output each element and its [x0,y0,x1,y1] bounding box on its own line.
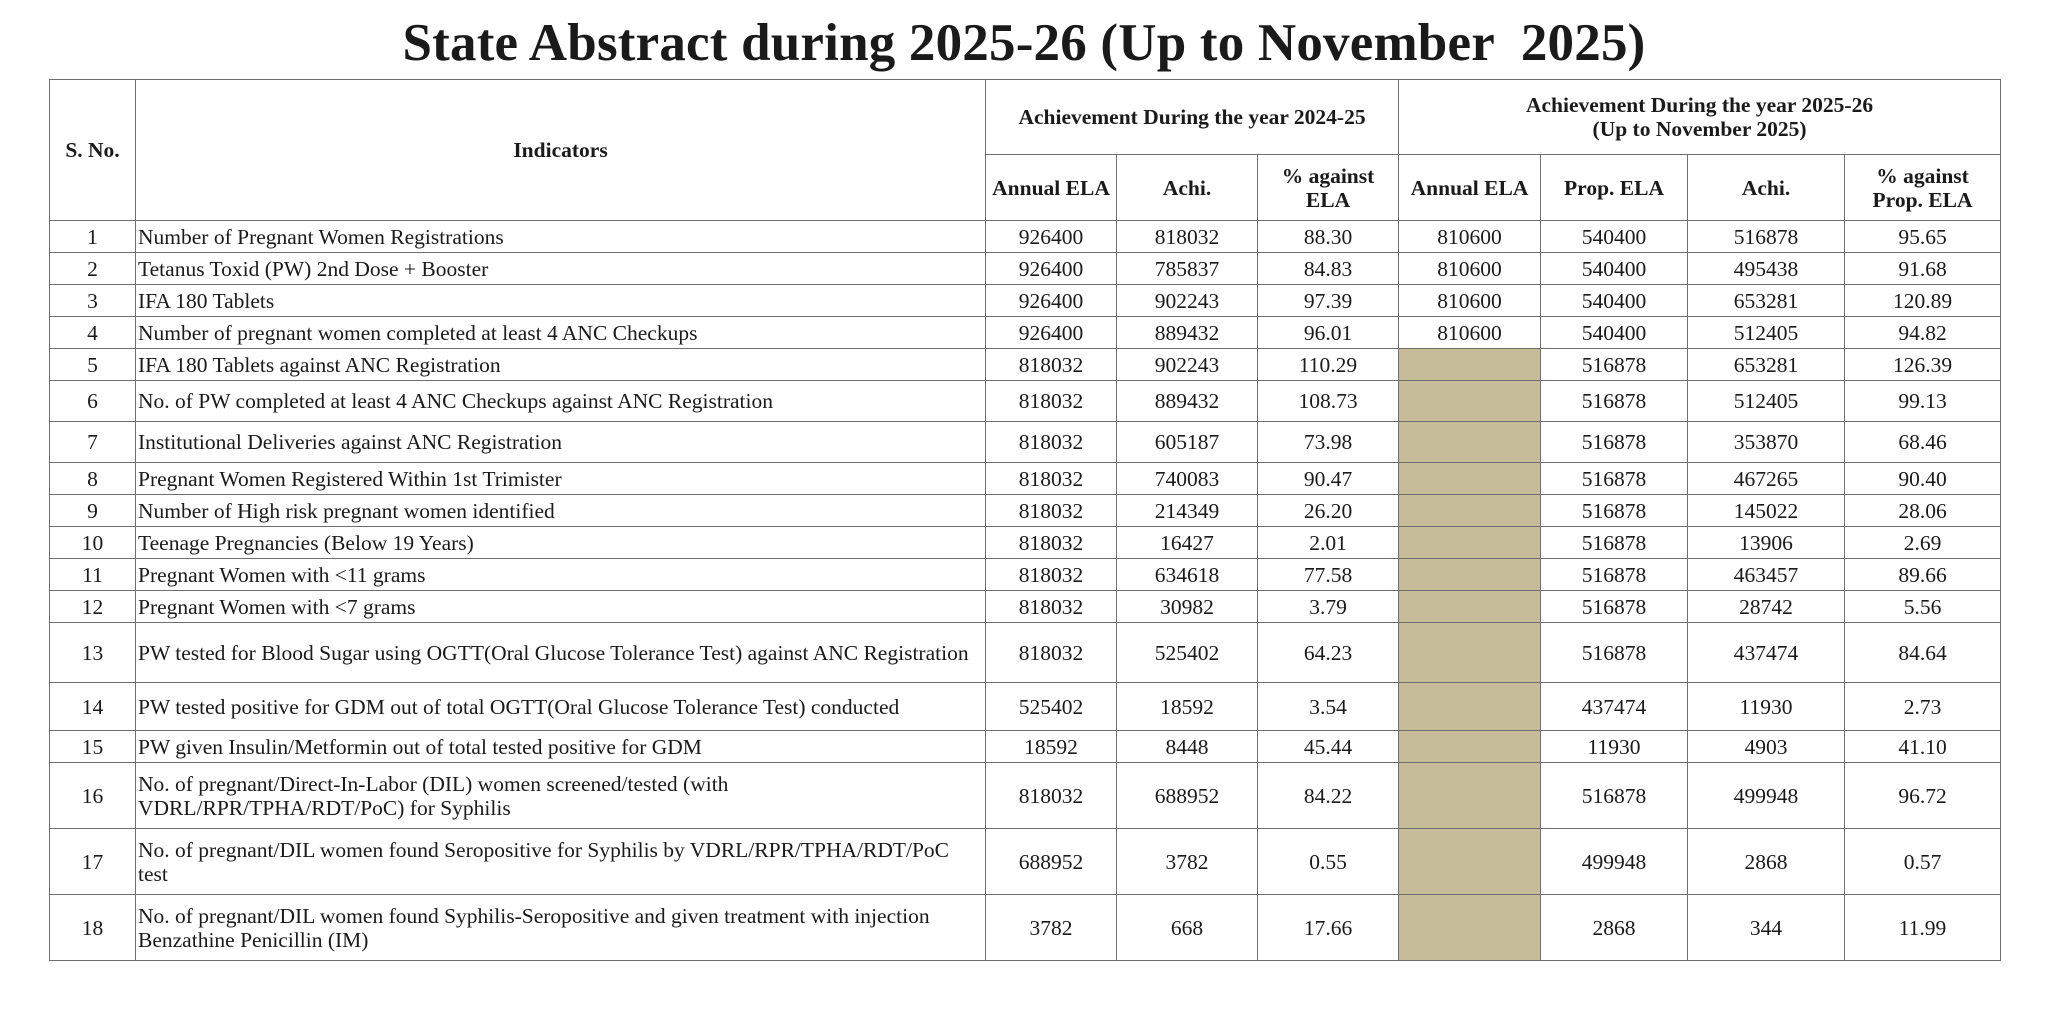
pct-prop-ela-2025-26-cell: 84.64 [1845,623,2001,683]
indicator-cell: IFA 180 Tablets against ANC Registration [136,349,986,381]
sno-cell: 13 [50,623,136,683]
table-row [50,623,2001,683]
indicator-cell: Teenage Pregnancies (Below 19 Years) [136,527,986,559]
annual-ela-2024-25-cell: 818032 [986,559,1117,591]
annual-ela-2025-26-cell [1399,895,1541,961]
annual-ela-2024-25-cell: 926400 [986,253,1117,285]
pct-prop-ela-2025-26-cell: 91.68 [1845,253,2001,285]
indicator-cell: Pregnant Women Registered Within 1st Trimister [136,463,986,495]
table-row [50,829,2001,895]
pct-prop-ela-2025-26-cell: 89.66 [1845,559,2001,591]
group-header-2025-26-line1: Achievement During the year 2025-26 [1525,93,1874,117]
sno-cell: 17 [50,829,136,895]
sno-cell: 5 [50,349,136,381]
achi-2024-25-cell: 605187 [1117,422,1258,463]
pct-prop-ela-2025-26-cell: 2.73 [1845,683,2001,731]
pct-ela-2024-25-cell: 96.01 [1258,317,1399,349]
annual-ela-header-2025-26: Annual ELA [1399,155,1541,221]
pct-prop-ela-2025-26-cell: 0.57 [1845,829,2001,895]
pct-ela-2024-25-cell: 84.22 [1258,763,1399,829]
pct-ela-2024-25-cell: 77.58 [1258,559,1399,591]
pct-ela-2024-25-cell: 90.47 [1258,463,1399,495]
pct-prop-ela-2025-26-cell: 90.40 [1845,463,2001,495]
indicator-cell: No. of PW completed at least 4 ANC Checkups against ANC Registration [136,381,986,422]
prop-ela-2025-26-cell: 516878 [1541,559,1688,591]
annual-ela-2024-25-cell: 3782 [986,895,1117,961]
table-row [50,495,2001,527]
pct-prop-ela-2025-26-cell: 120.89 [1845,285,2001,317]
table-row [50,559,2001,591]
prop-ela-2025-26-cell: 437474 [1541,683,1688,731]
achi-2025-26-cell: 2868 [1688,829,1845,895]
achi-2025-26-cell: 353870 [1688,422,1845,463]
pct-ela-2024-25-cell: 64.23 [1258,623,1399,683]
pct-ela-2024-25-cell: 3.79 [1258,591,1399,623]
achi-2024-25-cell: 525402 [1117,623,1258,683]
prop-ela-2025-26-cell: 516878 [1541,495,1688,527]
annual-ela-2024-25-cell: 818032 [986,422,1117,463]
sno-cell: 10 [50,527,136,559]
pct-ela-2024-25-cell: 97.39 [1258,285,1399,317]
pct-prop-ela-header-2025-26 [1845,155,2001,221]
achi-2024-25-cell: 785837 [1117,253,1258,285]
sno-cell: 1 [50,221,136,253]
indicator-cell: No. of pregnant/DIL women found Syphilis-Seropositive and given treatment with injection Benzathine Penicillin (IM) [136,895,986,961]
prop-ela-2025-26-cell: 516878 [1541,623,1688,683]
pct-prop-ela-2025-26-cell: 99.13 [1845,381,2001,422]
annual-ela-2025-26-cell: 810600 [1399,253,1541,285]
pct-prop-header-line2: Prop. ELA [1872,187,1973,212]
indicator-cell: PW tested for Blood Sugar using OGTT(Oral Glucose Tolerance Test) against ANC Registration [136,623,986,683]
pct-ela-2024-25-cell: 108.73 [1258,381,1399,422]
achi-2025-26-cell: 512405 [1688,317,1845,349]
group-header-2025-26-line2: (Up to November 2025) [1592,117,1807,141]
prop-ela-2025-26-cell: 540400 [1541,253,1688,285]
pct-prop-ela-2025-26-cell: 28.06 [1845,495,2001,527]
achi-2025-26-cell: 437474 [1688,623,1845,683]
table-row [50,763,2001,829]
pct-prop-ela-2025-26-cell: 41.10 [1845,731,2001,763]
prop-ela-2025-26-cell: 516878 [1541,422,1688,463]
prop-ela-2025-26-cell: 516878 [1541,381,1688,422]
pct-ela-2024-25-cell: 45.44 [1258,731,1399,763]
pct-prop-ela-2025-26-cell: 96.72 [1845,763,2001,829]
indicator-cell: No. of pregnant/Direct-In-Labor (DIL) women screened/tested (with VDRL/RPR/TPHA/RDT/PoC) for Syphilis [136,763,986,829]
achi-2025-26-cell: 4903 [1688,731,1845,763]
annual-ela-2025-26-cell: 810600 [1399,221,1541,253]
achi-2025-26-cell: 512405 [1688,381,1845,422]
sno-cell: 3 [50,285,136,317]
annual-ela-2025-26-cell [1399,683,1541,731]
pct-ela-header-2024-25 [1258,155,1399,221]
indicator-cell: Number of Pregnant Women Registrations [136,221,986,253]
table-row [50,463,2001,495]
pct-prop-ela-2025-26-cell: 2.69 [1845,527,2001,559]
achi-2025-26-cell: 11930 [1688,683,1845,731]
table-row [50,422,2001,463]
annual-ela-header-2024-25: Annual ELA [986,155,1117,221]
table-row [50,317,2001,349]
achi-2024-25-cell: 902243 [1117,285,1258,317]
achi-2024-25-cell: 16427 [1117,527,1258,559]
annual-ela-2025-26-cell [1399,527,1541,559]
achi-header-2024-25: Achi. [1117,155,1258,221]
achi-2024-25-cell: 30982 [1117,591,1258,623]
annual-ela-2024-25-cell: 818032 [986,527,1117,559]
annual-ela-2025-26-cell [1399,463,1541,495]
sno-cell: 18 [50,895,136,961]
achi-2024-25-cell: 889432 [1117,381,1258,422]
prop-ela-2025-26-cell: 11930 [1541,731,1688,763]
page-title: State Abstract during 2025-26 (Up to November 2025) [402,14,1646,72]
achi-2025-26-cell: 344 [1688,895,1845,961]
annual-ela-2025-26-cell [1399,591,1541,623]
sno-cell: 7 [50,422,136,463]
sno-cell: 11 [50,559,136,591]
achi-2024-25-cell: 889432 [1117,317,1258,349]
annual-ela-2025-26-cell [1399,623,1541,683]
annual-ela-2024-25-cell: 926400 [986,317,1117,349]
indicator-cell: No. of pregnant/DIL women found Seropositive for Syphilis by VDRL/RPR/TPHA/RDT/PoC test [136,829,986,895]
sno-cell: 12 [50,591,136,623]
table-row [50,381,2001,422]
indicator-cell: Number of High risk pregnant women identified [136,495,986,527]
annual-ela-2025-26-cell [1399,763,1541,829]
indicator-cell: PW given Insulin/Metformin out of total tested positive for GDM [136,731,986,763]
sno-header: S. No. [50,80,136,221]
achi-2024-25-cell: 818032 [1117,221,1258,253]
pct-ela-header-line1: % against [1281,163,1375,188]
prop-ela-2025-26-cell: 516878 [1541,527,1688,559]
group-header-2025-26 [1399,80,2001,155]
table-row [50,591,2001,623]
achi-2025-26-cell: 495438 [1688,253,1845,285]
state-abstract-table [49,79,2001,961]
pct-ela-header-line2: ELA [1305,187,1351,212]
sno-cell: 6 [50,381,136,422]
prop-ela-2025-26-cell: 516878 [1541,349,1688,381]
table-row [50,349,2001,381]
sno-cell: 2 [50,253,136,285]
achi-2024-25-cell: 18592 [1117,683,1258,731]
achi-2024-25-cell: 688952 [1117,763,1258,829]
annual-ela-2024-25-cell: 926400 [986,221,1117,253]
indicator-cell: Tetanus Toxid (PW) 2nd Dose + Booster [136,253,986,285]
annual-ela-2024-25-cell: 818032 [986,381,1117,422]
prop-ela-header-2025-26: Prop. ELA [1541,155,1688,221]
prop-ela-2025-26-cell: 540400 [1541,285,1688,317]
sno-cell: 4 [50,317,136,349]
pct-ela-2024-25-cell: 3.54 [1258,683,1399,731]
achi-2025-26-cell: 653281 [1688,349,1845,381]
annual-ela-2024-25-cell: 525402 [986,683,1117,731]
annual-ela-2024-25-cell: 926400 [986,285,1117,317]
indicator-cell: Institutional Deliveries against ANC Registration [136,422,986,463]
pct-prop-ela-2025-26-cell: 94.82 [1845,317,2001,349]
annual-ela-2024-25-cell: 818032 [986,591,1117,623]
achi-2025-26-cell: 653281 [1688,285,1845,317]
achi-2025-26-cell: 467265 [1688,463,1845,495]
achi-2024-25-cell: 740083 [1117,463,1258,495]
annual-ela-2024-25-cell: 688952 [986,829,1117,895]
achi-2025-26-cell: 499948 [1688,763,1845,829]
table-row [50,527,2001,559]
table-row [50,253,2001,285]
pct-ela-2024-25-cell: 2.01 [1258,527,1399,559]
pct-ela-2024-25-cell: 26.20 [1258,495,1399,527]
achi-2024-25-cell: 3782 [1117,829,1258,895]
table-row [50,683,2001,731]
prop-ela-2025-26-cell: 499948 [1541,829,1688,895]
table-header [50,80,2001,221]
pct-ela-2024-25-cell: 88.30 [1258,221,1399,253]
achi-2024-25-cell: 668 [1117,895,1258,961]
achi-2025-26-cell: 13906 [1688,527,1845,559]
pct-ela-2024-25-cell: 84.83 [1258,253,1399,285]
indicator-cell: Number of pregnant women completed at least 4 ANC Checkups [136,317,986,349]
achi-2024-25-cell: 8448 [1117,731,1258,763]
achi-2025-26-cell: 516878 [1688,221,1845,253]
table-row [50,285,2001,317]
pct-ela-2024-25-cell: 17.66 [1258,895,1399,961]
annual-ela-2024-25-cell: 818032 [986,495,1117,527]
pct-prop-ela-2025-26-cell: 68.46 [1845,422,2001,463]
prop-ela-2025-26-cell: 2868 [1541,895,1688,961]
achi-2024-25-cell: 634618 [1117,559,1258,591]
prop-ela-2025-26-cell: 540400 [1541,221,1688,253]
prop-ela-2025-26-cell: 540400 [1541,317,1688,349]
annual-ela-2025-26-cell [1399,495,1541,527]
indicator-cell: Pregnant Women with <11 grams [136,559,986,591]
annual-ela-2025-26-cell [1399,381,1541,422]
table-row [50,221,2001,253]
indicator-cell: Pregnant Women with <7 grams [136,591,986,623]
pct-prop-ela-2025-26-cell: 5.56 [1845,591,2001,623]
annual-ela-2025-26-cell: 810600 [1399,317,1541,349]
annual-ela-2024-25-cell: 818032 [986,463,1117,495]
pct-prop-ela-2025-26-cell: 126.39 [1845,349,2001,381]
annual-ela-2024-25-cell: 818032 [986,763,1117,829]
prop-ela-2025-26-cell: 516878 [1541,463,1688,495]
sno-cell: 8 [50,463,136,495]
annual-ela-2024-25-cell: 818032 [986,349,1117,381]
pct-prop-header-line1: % against [1876,163,1969,188]
table-body [50,221,2001,961]
pct-ela-2024-25-cell: 0.55 [1258,829,1399,895]
achi-2025-26-cell: 463457 [1688,559,1845,591]
achi-2025-26-cell: 28742 [1688,591,1845,623]
annual-ela-2025-26-cell [1399,422,1541,463]
sno-cell: 15 [50,731,136,763]
annual-ela-2024-25-cell: 18592 [986,731,1117,763]
prop-ela-2025-26-cell: 516878 [1541,763,1688,829]
group-header-2024-25: Achievement During the year 2024-25 [986,80,1399,155]
indicators-header: Indicators [136,80,986,221]
achi-2024-25-cell: 214349 [1117,495,1258,527]
pct-prop-ela-2025-26-cell: 11.99 [1845,895,2001,961]
indicator-cell: IFA 180 Tablets [136,285,986,317]
annual-ela-2025-26-cell [1399,349,1541,381]
indicator-cell: PW tested positive for GDM out of total OGTT(Oral Glucose Tolerance Test) conducted [136,683,986,731]
table-row [50,895,2001,961]
sno-cell: 14 [50,683,136,731]
annual-ela-2024-25-cell: 818032 [986,623,1117,683]
sno-cell: 9 [50,495,136,527]
annual-ela-2025-26-cell [1399,731,1541,763]
table-row [50,731,2001,763]
pct-ela-2024-25-cell: 73.98 [1258,422,1399,463]
sno-cell: 16 [50,763,136,829]
achi-2025-26-cell: 145022 [1688,495,1845,527]
annual-ela-2025-26-cell [1399,559,1541,591]
annual-ela-2025-26-cell [1399,829,1541,895]
prop-ela-2025-26-cell: 516878 [1541,591,1688,623]
annual-ela-2025-26-cell: 810600 [1399,285,1541,317]
pct-prop-ela-2025-26-cell: 95.65 [1845,221,2001,253]
achi-header-2025-26: Achi. [1688,155,1845,221]
pct-ela-2024-25-cell: 110.29 [1258,349,1399,381]
achi-2024-25-cell: 902243 [1117,349,1258,381]
